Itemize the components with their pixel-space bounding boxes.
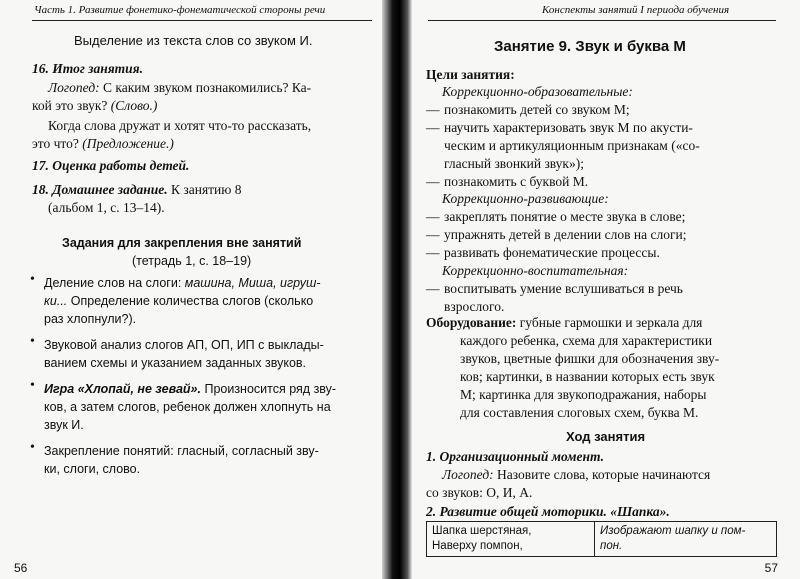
equip-line4: ков; картинки, в названии которых есть звук — [460, 369, 715, 384]
goal-3: — познакомить с буквой М. — [426, 174, 589, 189]
extraction-line: Выделение из текста слов со звуком И. — [74, 33, 313, 48]
lesson-title: Занятие 9. Звук и буква М — [494, 38, 686, 55]
right-running-header: Конспекты занятий I периода обучения — [542, 4, 730, 16]
b3-line3: звук И. — [44, 418, 84, 432]
tasks-subtitle: (тетрадь 1, с. 18–19) — [132, 254, 252, 268]
step2-title: 2. Развитие общей моторики. «Шапка». — [426, 504, 670, 519]
equip-line5: М; картинка для звукоподражания, наборы — [460, 387, 707, 402]
right-page — [408, 0, 800, 579]
equip-line1: Оборудование: губные гармошки и зеркала для — [426, 315, 703, 330]
exercise-table — [426, 521, 777, 557]
step1-title: 1. Организационный момент. — [426, 449, 605, 464]
equip-line6: для составления слоговых схем, буква М. — [460, 405, 699, 420]
goal-2a: — научить характеризовать звук М по акусти- — [426, 120, 693, 135]
b2-line2: ванием схемы и указанием заданных звуков. — [44, 356, 307, 370]
corr-dev-heading: Коррекционно-развивающие: — [442, 191, 609, 206]
b1-line1: Деление слов на слоги: машина, Миша, игруш- — [44, 276, 321, 290]
bullet-1: • — [30, 272, 35, 287]
corr-vos-heading: Коррекционно-воспитательная: — [442, 263, 629, 278]
vos-1b: взрослого. — [444, 299, 505, 314]
item16-line4: это что? (Предложение.) — [32, 136, 174, 151]
dev-3: — развивать фонематические процессы. — [426, 245, 660, 260]
course-heading: Ход занятия — [566, 429, 646, 444]
step1-line1: Логопед: Назовите слова, которые начинаются — [442, 467, 711, 482]
goal-2c: гласный звонкий звук»); — [444, 156, 584, 171]
table-row — [427, 522, 777, 557]
item16-line2: кой это звук? (Слово.) — [32, 98, 158, 113]
b2-line1: Звуковой анализ слогов АП, ОП, ИП с выклады- — [44, 338, 324, 352]
bullet-4: • — [30, 440, 35, 455]
step1-line2: со звуков: О, И, А. — [426, 485, 533, 500]
corr-edu-heading: Коррекционно-образовательные: — [442, 84, 633, 99]
dev-2: — упражнять детей в делении слов на слоги; — [426, 227, 687, 242]
left-page — [0, 0, 392, 579]
item16-line1: Логопед: С каким звуком познакомились? Ка- — [48, 80, 312, 95]
bullet-3: • — [30, 378, 35, 393]
tasks-title: Задания для закрепления вне занятий — [62, 236, 302, 250]
b4-line2: ки, слоги, слово. — [44, 462, 141, 476]
left-page-number: 56 — [14, 561, 28, 575]
goals-heading: Цели занятия: — [426, 67, 515, 82]
vos-1a: — воспитывать умение вслушиваться в речь — [426, 281, 683, 296]
goal-2b: ческим и артикуляционным признакам («со- — [444, 138, 700, 153]
equip-line3: звуков, цветные фишки для обозначения зву- — [460, 351, 720, 366]
poem-cell: Шапка шерстяная, Наверху помпон, — [427, 522, 595, 557]
goal-1: — познакомить детей со звуком М; — [426, 102, 630, 117]
item17-title: 17. Оценка работы детей. — [32, 158, 190, 173]
right-header-rule — [428, 20, 776, 21]
dev-1: — закреплять понятие о месте звука в слове; — [426, 209, 686, 224]
action-cell: Изображают шапку и пом- пон. — [595, 522, 777, 557]
b4-line1: Закрепление понятий: гласный, согласный зву- — [44, 444, 319, 458]
item18-line2: (альбом 1, с. 13–14). — [48, 200, 165, 215]
bullet-2: • — [30, 334, 35, 349]
b1-line2: ки... Определение количества слогов (сколько — [44, 294, 314, 308]
left-header-rule — [32, 20, 372, 21]
right-page-number: 57 — [764, 561, 778, 575]
b1-line3: раз хлопнули?). — [44, 312, 137, 326]
left-running-header: Часть 1. Развитие фонетико-фонематической стороны речи — [34, 4, 326, 16]
item16-line3: Когда слова дружат и хотят что-то рассказать, — [48, 118, 312, 133]
b3-line2: ков, а затем слогов, ребенок должен хлопнуть на — [44, 400, 331, 414]
equip-line2: каждого ребенка, схема для характеристики — [460, 333, 713, 348]
item18-line1: 18. Домашнее задание. К занятию 8 — [32, 182, 242, 197]
book-gutter — [382, 0, 412, 579]
b3-line1: Игра «Хлопай, не зевай». Произносится ряд зву- — [44, 382, 337, 396]
item16-title: 16. Итог занятия. — [32, 61, 143, 76]
